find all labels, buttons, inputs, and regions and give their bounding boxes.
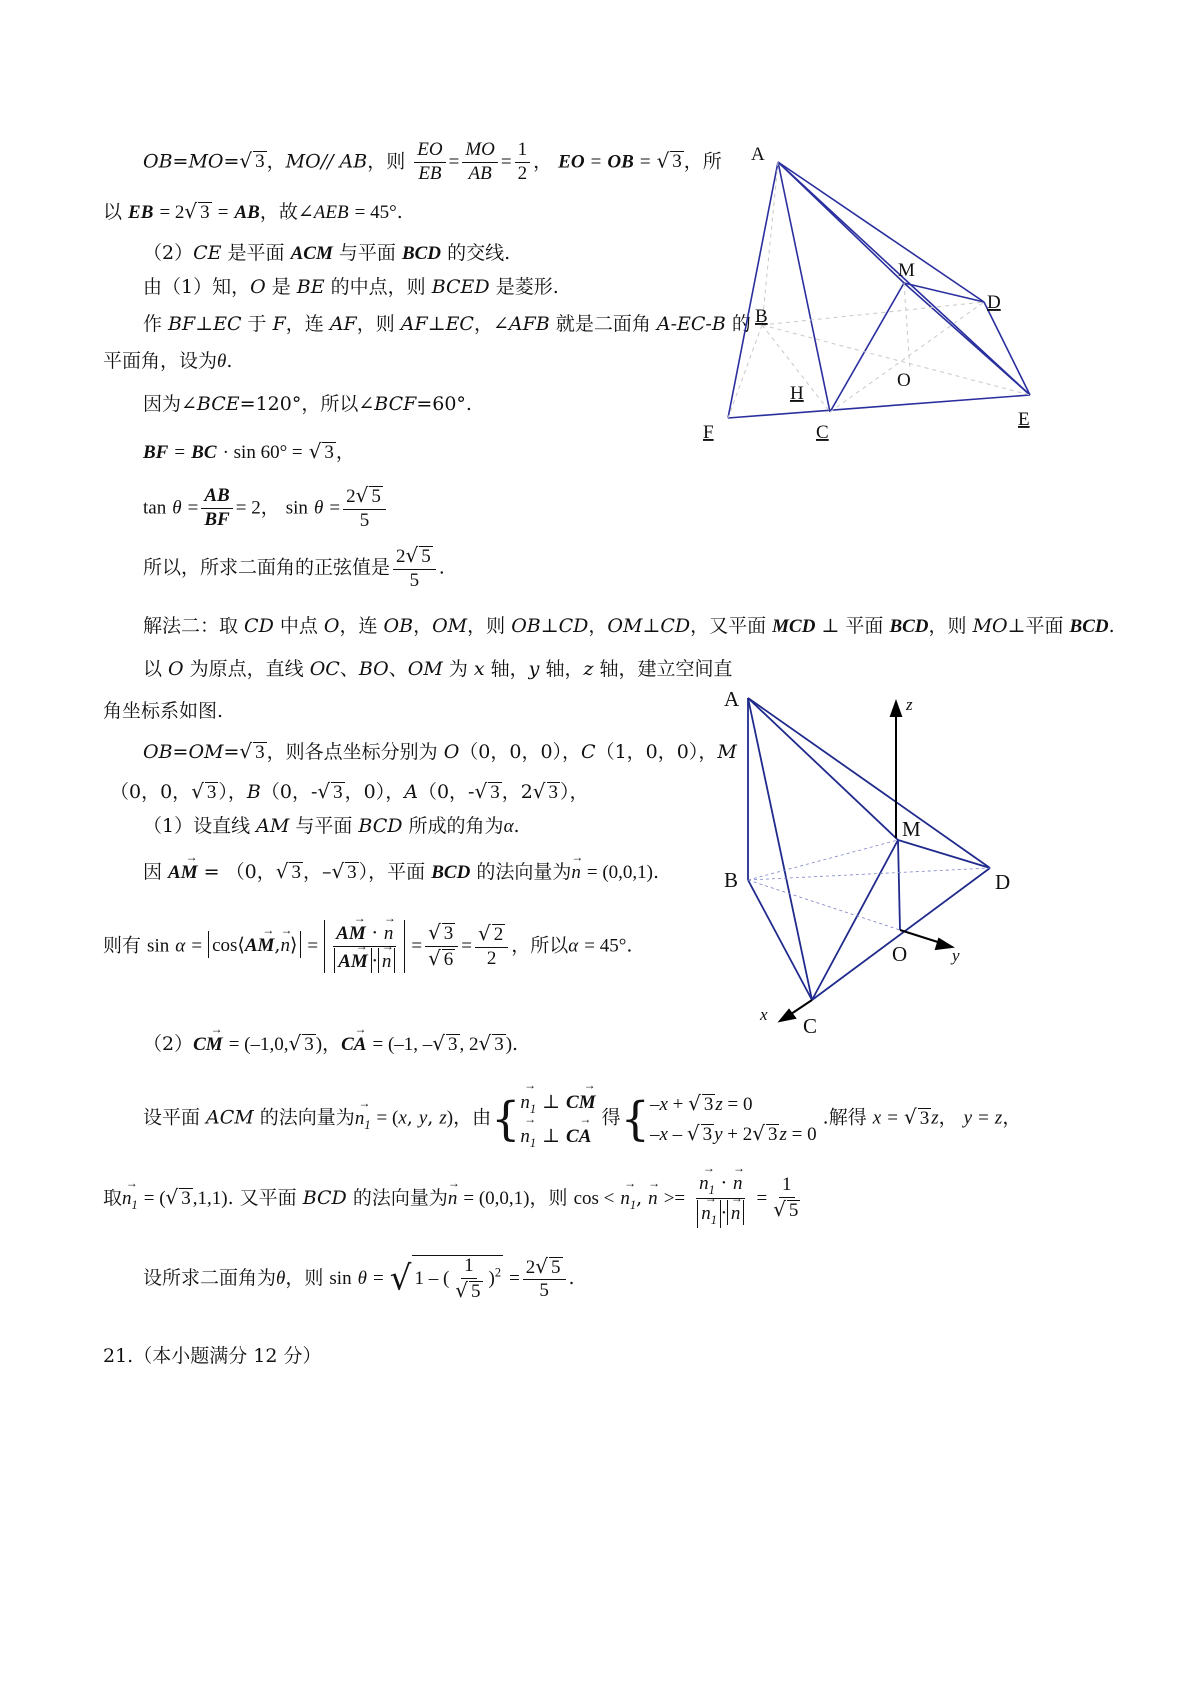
text-line-9: tan θ = $\frac{AB}{BF}$ = 2， sin θ = $\frac{2√ 5}{5}$ (143, 485, 389, 532)
text-line-13: 角坐标系如图. (103, 700, 224, 722)
text-line-21: 取→ $n_1$ = (√ 3 ,1,1). 又平面 BCD 的法向量为→ n = (0,0,1)，则 cos < → $n_1$, → n >= → $n_1$ · → n → $n_1 \cdot\to n$ = $\frac{1}{√ 5}$ (103, 1170, 806, 1228)
figure-2-coordinate-pyramid (720, 690, 1050, 1050)
text-line-20: 设平面 ACM 的法向量为→ $n_1 = (x$, y, z)，由{ → $n_1$ ⊥ → CM → $n_1$ ⊥ → CA 得{ –x + √ 3 z = 0 –x – √ 3 y + 2√ 3 z = 0 .解得 x = √ 3 z， y = z， (143, 1085, 1021, 1152)
text-line-7: 因为∠BCE=120°，所以∠BCF=60°. (143, 393, 472, 415)
fig2-label-a: A (724, 690, 740, 711)
fig2-label-b: B (724, 868, 739, 892)
text-line-11: 解法二：取 CD 中点 O，连 OB，OM，则 OB⊥CD，OM⊥CD，又平面 MCD ⊥ 平面 BCD，则 MO⊥平面 BCD. (143, 615, 1115, 637)
fig1-label-h: H (790, 383, 804, 404)
fig1-label-m: M (898, 260, 915, 281)
fig1-label-f: F (703, 422, 714, 443)
fig2-label-m: M (902, 817, 921, 841)
figure-1-pyramid (700, 140, 1060, 450)
fig2-label-z: z (906, 695, 913, 714)
text-line-19: （2）→ CM = (–1,0,√ 3 )，→ CA = (–1, –√ 3 , 2√ 3 ). (143, 1030, 518, 1057)
text-line-12: 以 O 为原点，直线 OC、BO、OM 为 x 轴，y 轴，z 轴，建立空间直 (143, 658, 733, 680)
text-line-5: 作 BF⊥EC 于 F，连 AF，则 AF⊥EC，∠AFB 就是二面角 A-EC-B 的 (143, 313, 751, 335)
fig2-label-y: y (952, 946, 960, 965)
text-line-14: OB=OM=√ 3 ，则各点坐标分别为 O（0，0，0），C（1，0，0），M (143, 739, 737, 763)
fig2-label-o: O (892, 942, 908, 966)
text-line-8: BF = BC · sin 60° = √ 3 ， (143, 439, 355, 463)
fig1-label-d: D (987, 292, 1001, 313)
fig2-label-x: x (760, 1005, 768, 1024)
text-line-1: OB=MO=√ 3 ，MO// AB，则 $\frac{EO}{EB}$ = $\frac{MO}{AB}$ = $\frac{1}{2}$ ， EO = OB = √ 3 ，所 (143, 139, 722, 184)
text-line-3: （2）CE 是平面 ACM 与平面 BCD 的交线. (143, 242, 511, 264)
text-line-22: 设所求二面角为θ，则 sin θ = √ 1 – ( $\frac{1}{√ 5}$ )$^2$ = $\frac{2√ 5}{5}$ . (143, 1253, 575, 1302)
text-line-4: 由（1）知，O 是 BE 的中点，则 BCED 是菱形. (143, 276, 559, 298)
fig1-label-o: O (897, 370, 911, 391)
text-line-15: （0，0，√ 3 ），B（0，-√ 3 ，0），A（0，-√ 3 ，2√ 3 ）， (110, 779, 589, 803)
text-line-18: 则有 sin α = cos⟨→ AM,→ n⟩ = → AM · → n → AM ·→ n = $\frac{√ 3}{√ 6}$ = $\frac{√ 2}{2}$ ，所以α = 45°. (103, 920, 632, 973)
fig2-label-d: D (995, 870, 1011, 894)
text-line-16: （1）设直线 AM 与平面 BCD 所成的角为α. (143, 815, 520, 837)
text-line-6: 平面角，设为θ. (103, 350, 233, 372)
text-line-2: 以 EB = 2√ 3 = AB，故∠AEB = 45°. (103, 199, 403, 223)
fig1-label-e: E (1018, 409, 1030, 430)
fig1-label-b: B (755, 306, 768, 327)
fig1-label-c: C (816, 422, 829, 443)
fig2-label-c: C (803, 1014, 818, 1038)
fig1-label-a: A (751, 144, 765, 165)
text-line-17: 因 → AM = （0，√ 3 ，–√ 3 ），平面 BCD 的法向量为→ n = (0,0,1). (143, 858, 659, 885)
text-line-10: 所以，所求二面角的正弦值是 $\frac{2√ 5}{5}$ . (143, 543, 445, 591)
text-line-23: 21.（本小题满分 12 分） (103, 1345, 322, 1367)
